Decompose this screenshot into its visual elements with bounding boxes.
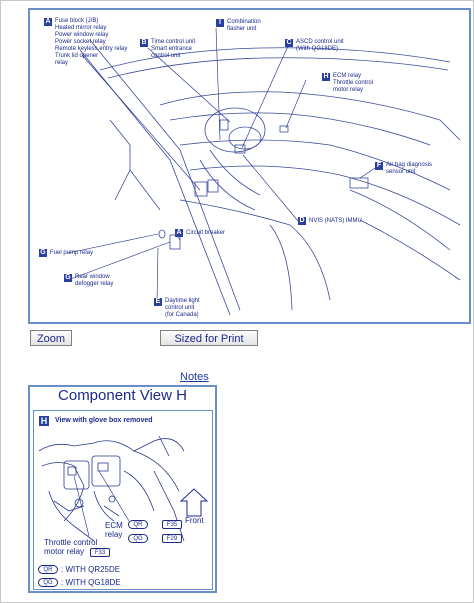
view-h-inner-frame [33,410,213,590]
zoom-button[interactable]: Zoom [30,330,72,346]
badge-f-airbag: F [376,162,382,169]
legend-qr-marker: QR [38,565,58,574]
label-daytime-light-unit: Daytime light control unit (for Canada) [165,298,200,318]
badge-a-fuse-block: A [45,18,51,25]
legend-qr-text: : WITH QR25DE [61,565,121,574]
badge-g-fuel-pump: G [40,249,46,256]
glove-box-diagram [34,411,212,589]
badge-b-time-control: B [141,39,147,46]
label-combination-flasher: Combination flasher unit [227,19,261,32]
label-airbag-sensor: Air bag diagnosis sensor unit [386,162,433,175]
qg-marker: QG [128,534,148,543]
badge-h-view: H [40,416,48,426]
label-time-control-unit: Time control unit Smart entrance control unit [151,39,196,59]
badge-g-defogger: G [65,274,71,281]
caption-glove-box-removed: View with glove box removed [55,417,153,424]
label-fuse-block: Fuse block (J/B) Heated mirror relay Power window relay Power socket relay Remote keyless entry relay Trunk lid opener relay [55,18,128,66]
label-rear-defogger-relay: Rear window defogger relay [75,274,114,287]
notes-link[interactable]: Notes [180,371,209,383]
badge-d-nvis: D [299,217,305,224]
badge-c-ascd: C [286,39,292,46]
connector-f35: F35 [162,520,182,529]
component-view-h-title: Component View H [58,387,187,404]
label-ecm-relay-h: ECM relay [105,521,123,539]
label-circuit-breaker: Circuit breaker [186,230,226,236]
qr-marker: QR [128,520,148,529]
label-throttle-control-relay: Throttle control motor relay [44,538,98,556]
badge-e-daytime-light: E [155,298,161,305]
component-view-g-panel [28,8,471,324]
label-fuel-pump-relay: Fuel pump relay [50,250,94,256]
sized-for-print-button[interactable]: Sized for Print [160,330,258,346]
badge-h-ecm: H [323,73,329,80]
badge-a-circuit-breaker: A [176,229,182,236]
legend-qg-marker: QG [38,578,58,587]
connector-f33: F33 [90,548,110,557]
label-front: Front [185,516,204,525]
legend-qg-text: : WITH QG18DE [61,578,121,587]
label-ecm-relay: ECM relay Throttle control motor relay [333,73,374,93]
badge-i-flasher: I [216,19,224,27]
label-ascd-control-unit: ASCD control unit (With QG18DE) [296,39,344,52]
label-nvis-immu: NVIS (NATS) IMMU [309,218,362,224]
connector-f29: F29 [162,534,182,543]
